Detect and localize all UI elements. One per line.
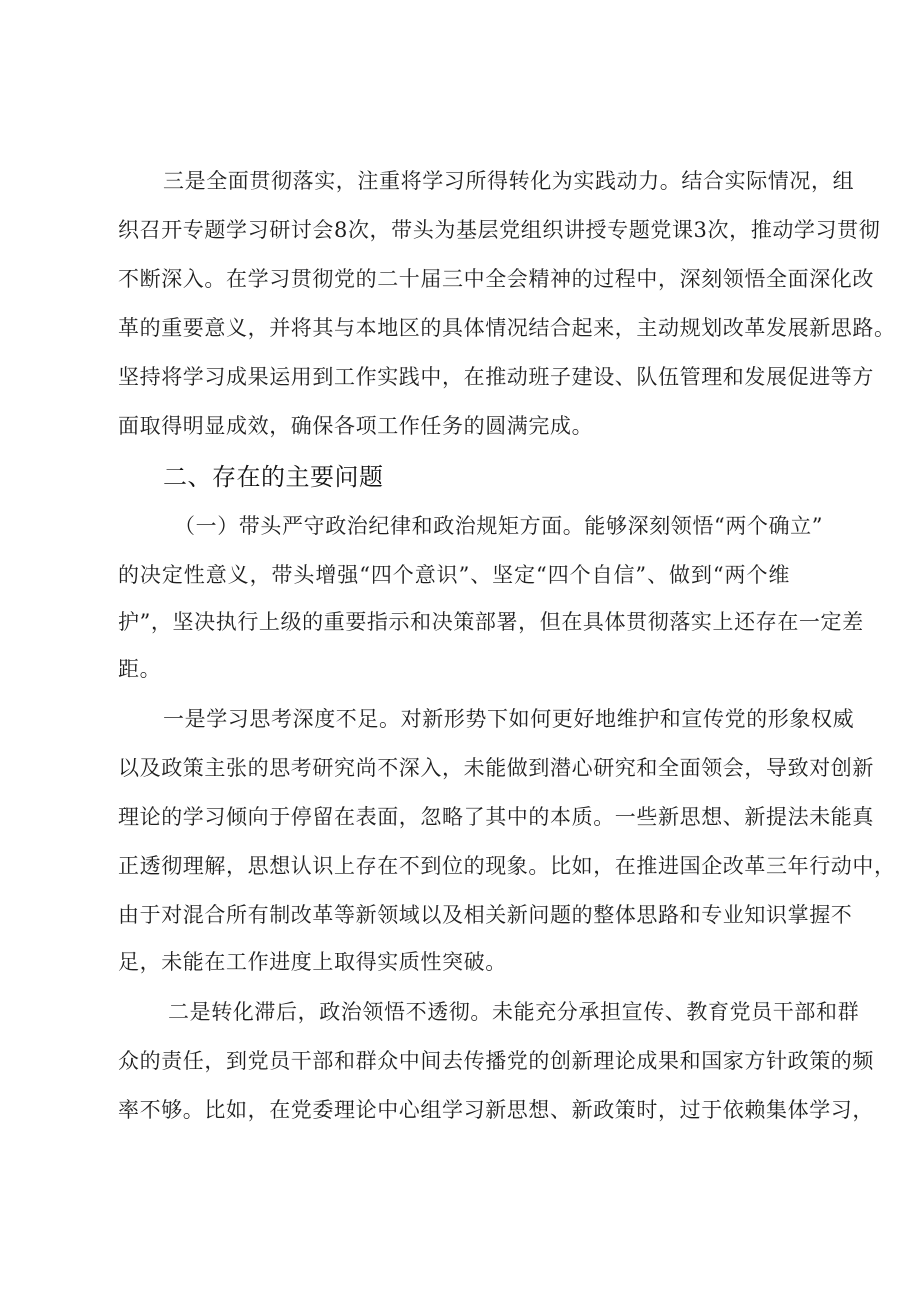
paragraph-3-line-6: 足，未能在工作进度上取得实质性突破。	[118, 950, 507, 974]
paragraph-1-line-5: 坚持将学习成果运用到工作实践中，在推动班子建设、队伍管理和发展促进等方	[118, 365, 874, 389]
paragraph-1-line-1: 三是全面贯彻落实，注重将学习所得转化为实践动力。结合实际情况，组	[163, 169, 855, 193]
paragraph-3-line-2: 以及政策主张的思考研究尚不深入，未能做到潜心研究和全面领会，导致对创新	[118, 756, 874, 780]
paragraph-1-line-6: 面取得明显成效，确保各项工作任务的圆满完成。	[118, 414, 594, 438]
paragraph-2-line-4: 距。	[118, 657, 162, 681]
paragraph-4-line-2: 众的责任，到党员干部和群众中间去传播党的创新理论成果和国家方针政策的频	[118, 1049, 874, 1073]
paragraph-1-line-2: 织召开专题学习研讨会8次，带头为基层党组织讲授专题党课3次，推动学习贯彻	[118, 218, 881, 242]
paragraph-2-line-2: 的决定性意义，带头增强“四个意识”、坚定“四个自信”、做到“两个维	[118, 563, 790, 587]
paragraph-2-line-3: 护”，坚决执行上级的重要指示和决策部署，但在具体贯彻落实上还存在一定差	[118, 610, 864, 634]
paragraph-1-line-4: 革的重要意义，并将其与本地区的具体情况结合起来，主动规划改革发展新思路。	[118, 316, 896, 340]
paragraph-3-line-5: 由于对混合所有制改革等新领域以及相关新问题的整体思路和专业知识掌握不	[118, 903, 853, 927]
paragraph-3-line-3: 理论的学习倾向于停留在表面，忽略了其中的本质。一些新思想、新提法未能真	[118, 805, 874, 829]
paragraph-4-line-1: 二是转化滞后，政治领悟不透彻。未能充分承担宣传、教育党员干部和群	[168, 1000, 860, 1024]
paragraph-1-line-3: 不断深入。在学习贯彻党的二十届三中全会精神的过程中，深刻领悟全面深化改	[118, 267, 874, 291]
paragraph-2-line-1: （一）带头严守政治纪律和政治规矩方面。能够深刻领悟“两个确立”	[174, 514, 824, 538]
paragraph-3-line-1: 一是学习思考深度不足。对新形势下如何更好地维护和宣传党的形象权威	[163, 707, 855, 731]
paragraph-3-line-4: 正透彻理解，思想认识上存在不到位的现象。比如，在推进国企改革三年行动中，	[118, 854, 896, 878]
section-heading: 二、存在的主要问题	[163, 463, 384, 491]
paragraph-4-line-3: 率不够。比如，在党委理论中心组学习新思想、新政策时，过于依赖集体学习，	[118, 1098, 874, 1122]
